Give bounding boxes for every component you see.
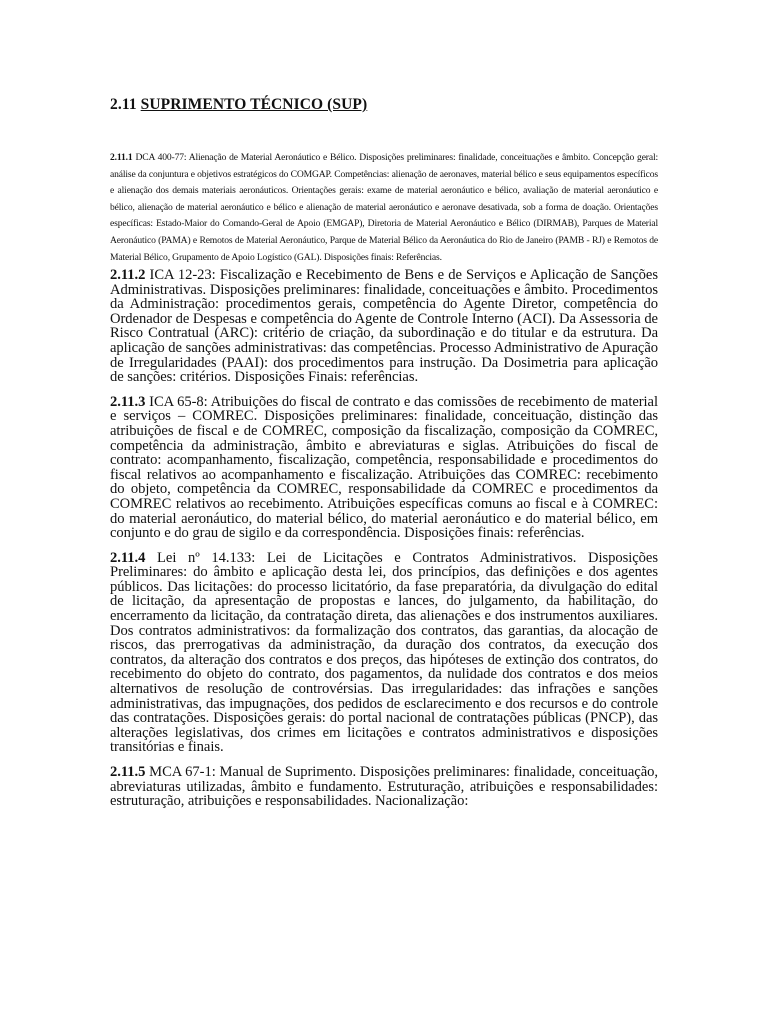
- item-number: 2.11.1: [110, 152, 133, 163]
- item-text: ICA 65-8: Atribuições do fiscal de contrato e das comissões de recebimento de material e serviços – COMREC. Disposições preliminares: finalidade, conceituação, distinção das atribuições de fiscal e de COMREC, composição da fiscalização, composição da COMREC, competência da administração, âmbito e abreviaturas e siglas. Atribuições do fiscal de contrato: acompanhamento, fiscalização, competência, responsabilidade e procedimentos do fiscal relativos ao acompanhamento e fiscalização. Atribuições das COMREC: recebimento do objeto, competência da COMREC, responsabilidade da COMREC e procedimentos da COMREC relativos ao recebimento. Atribuições específicas comuns ao fiscal e à COMREC: do material aeronáutico, do material bélico, do material aeronáutico e do material bélico, em conjunto e do grau de sigilo e da correspondência. Disposições finais: referências.: [110, 393, 658, 542]
- item-number: 2.11.4: [110, 549, 146, 566]
- item-text: ICA 12-23: Fiscalização e Recebimento de Bens e de Serviços e Aplicação de Sanções Administrativas. Disposições preliminares: finalidade, conceituações e âmbito. Procedimentos da Administração: procedimentos gerais, competência do Agente Diretor, competência do Ordenador de Despesas e competência do Agente de Controle Interno (ACI). Da Assessoria de Risco Contratual (ARC): critério de criação, da subordinação e do titular e da estrutura. Da aplicação de sanções administrativas: das competências. Processo Administrativo de Apuração de Irregularidades (PAAI): dos procedimentos para instrução. Da Dosimetria para aplicação de sanções: critérios. Disposições Finais: referências.: [110, 267, 658, 386]
- section-heading: [110, 96, 367, 114]
- main-text-block: [110, 268, 658, 819]
- item-number: 2.11.5: [110, 764, 146, 780]
- section-number: 2.11: [110, 96, 137, 113]
- section-title: SUPRIMENTO TÉCNICO (SUP): [140, 96, 368, 113]
- item-text: Lei nº 14.133: Lei de Licitações e Contratos Administrativos. Disposições Preliminares: do âmbito e aplicação desta lei, dos princípios, das definições e dos agentes públicos. Das licitações: do processo licitatório, da fase preparatória, da divulgação do edital de licitação, da apresentação de propostas e lances, do julgamento, da habilitação, do encerramento da licitação, da contratação direta, das alienações e dos instrumentos auxiliares. Dos contratos administrativos: da formalização dos contratos, das garantias, da alocação de riscos, das prerrogativas da administração, da duração dos contratos, da execução dos contratos, da alteração dos contratos e dos preços, das hipóteses de extinção dos contratos, do recebimento do objeto do contrato, dos pagamentos, da nulidade dos contratos e dos meios alternativos de resolução de controvérsias. Das irregularidades: das infrações e sanções administrativas, das impugnações, dos pedidos de esclarecimento e dos recursos e do controle das contratações. Disposições gerais: do portal nacional de contratações públicas (PNCP), das alterações legislativas, dos crimes em licitações e contratos administrativos e disposições transitórias e finais.: [110, 549, 658, 756]
- item-2-11-3: [110, 395, 658, 541]
- item-2-11-4: [110, 551, 658, 755]
- item-2-11-2: [110, 268, 658, 385]
- item-text: MCA 67-1: Manual de Suprimento. Disposições preliminares: finalidade, conceituação, abreviaturas utilizadas, âmbito e fundamento. Estruturação, atribuições e responsabilidades: estruturação, atribuições e responsabilidades. Nacionalização:: [110, 764, 658, 810]
- item-number: 2.11.3: [110, 393, 146, 410]
- item-2-11-5: [110, 765, 658, 809]
- item-2-11-1: [110, 150, 658, 266]
- item-number: 2.11.2: [110, 267, 146, 283]
- item-text: DCA 400-77: Alienação de Material Aeronáutico e Bélico. Disposições preliminares: finalidade, conceituações e âmbito. Concepção geral: análise da conjuntura e objetivos estratégicos do COMGAP. Competências: alienação de aeronaves, material bélico e seus equipamentos específicos e alienação dos demais materiais aeronáuticos. Orientações gerais: exame de material aeronáutico e bélico, avaliação de material aeronáutico e bélico, alienação de material aeronáutico e bélico e alienação de material aeronáutico e aeronave desativada, sob a forma de doação. Orientações específicas: Estado-Maior do Comando-Geral de Apoio (EMGAP), Diretoria de Material Aeronáutico e Bélico (DIRMAB), Parques de Material Aeronáutico (PAMA) e Remotos de Material Aeronáutico, Parque de Material Bélico da Aeronáutica do Rio de Janeiro (PAMB - RJ) e Remotos de Material Bélico, Grupamento de Apoio Logístico (GAL). Disposições finais: Referências.: [110, 152, 658, 263]
